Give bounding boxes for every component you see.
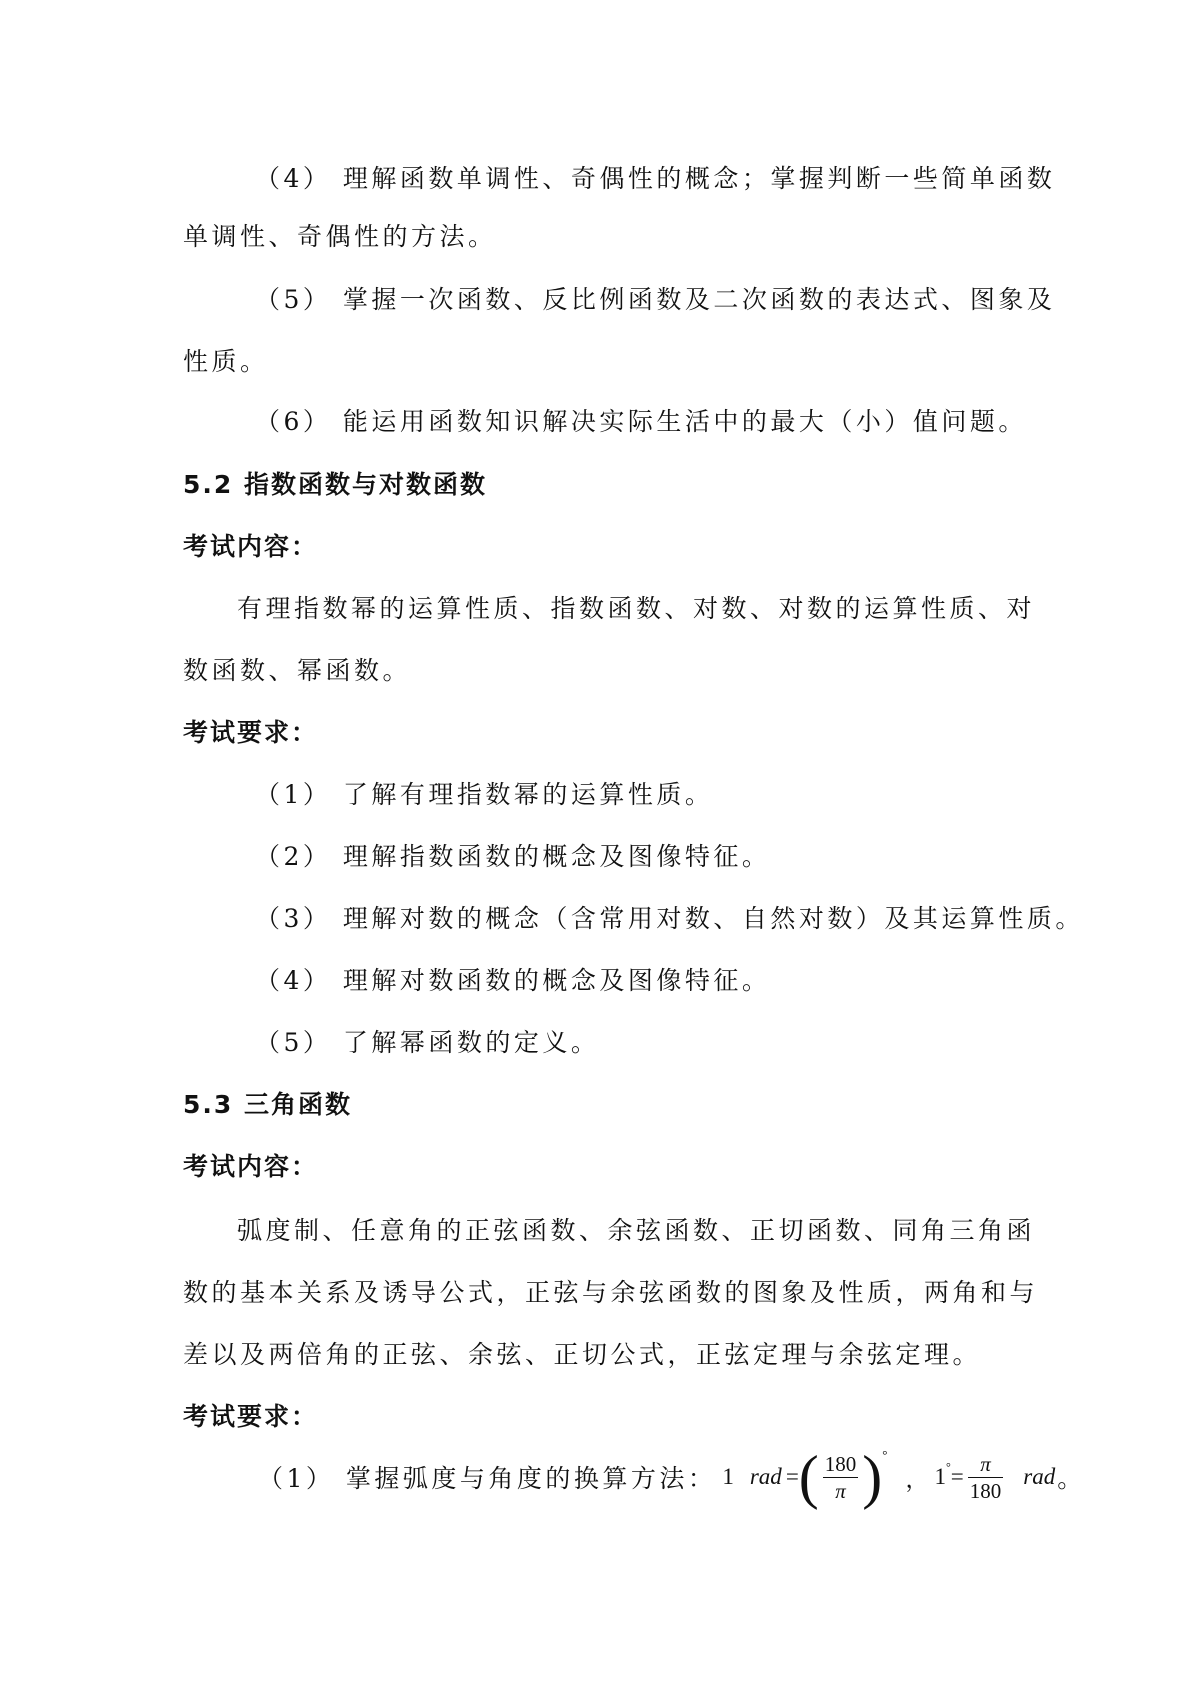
requirement-item-5-continued: 性质。 xyxy=(183,347,269,376)
exam-content-label: 考试内容： xyxy=(183,532,319,561)
exam-content-paragraph-continued: 数函数、幂函数。 xyxy=(183,656,412,685)
formula-degree-sign: ° xyxy=(882,1447,888,1462)
section-heading-5-2: 5.2 指数函数与对数函数 xyxy=(183,470,487,499)
requirement-item-2: （2） 理解指数函数的概念及图像特征。 xyxy=(255,842,771,871)
trig-content-paragraph-line3: 差以及两倍角的正弦、余弦、正切公式，正弦定理与余弦定理。 xyxy=(183,1340,982,1369)
radian-conversion-formula xyxy=(258,1432,1086,1522)
requirement-item-1: （1） 了解有理指数幂的运算性质。 xyxy=(255,780,714,809)
formula-one: 1 xyxy=(722,1464,734,1489)
formula-lead-text: （1） 掌握弧度与角度的换算方法： xyxy=(258,1464,717,1493)
exam-content-paragraph: 有理指数幂的运算性质、指数函数、对数、对数的运算性质、对 xyxy=(237,594,1036,623)
requirement-item-5-power: （5） 了解幂函数的定义。 xyxy=(255,1028,600,1057)
formula-fraction-180-over-pi xyxy=(823,1451,859,1504)
formula-rad: rad xyxy=(749,1464,782,1489)
requirement-item-6: （6） 能运用函数知识解决实际生活中的最大（小）值问题。 xyxy=(255,407,1027,436)
section-heading-5-3: 5.3 三角函数 xyxy=(183,1090,352,1119)
exam-requirements-label-2: 考试要求： xyxy=(183,1402,319,1431)
exam-requirements-label: 考试要求： xyxy=(183,718,319,747)
requirement-item-5: （5） 掌握一次函数、反比例函数及二次函数的表达式、图象及 xyxy=(255,285,1056,314)
requirement-item-4: （4） 理解函数单调性、奇偶性的概念；掌握判断一些简单函数 xyxy=(255,164,1056,193)
fraction-numerator: 180 xyxy=(824,1451,857,1476)
fraction2-numerator: π xyxy=(980,1451,991,1476)
exam-content-label-2: 考试内容： xyxy=(183,1152,319,1181)
formula-comma: ， xyxy=(905,1466,929,1492)
trig-content-paragraph-line2: 数的基本关系及诱导公式，正弦与余弦函数的图象及性质，两角和与 xyxy=(183,1278,1039,1307)
formula-equals-2: = xyxy=(950,1464,964,1489)
formula-degree-sign-2: ° xyxy=(945,1459,951,1474)
requirement-item-4-continued: 单调性、奇偶性的方法。 xyxy=(183,222,497,251)
formula-right-paren: ) xyxy=(862,1444,883,1510)
formula-one-degree: 1 xyxy=(934,1464,946,1489)
fraction2-denominator: 180 xyxy=(969,1478,1002,1503)
fraction-denominator: π xyxy=(835,1478,846,1503)
formula-equals: = xyxy=(785,1464,799,1489)
formula-left-paren: ( xyxy=(798,1444,819,1510)
requirement-item-3: （3） 理解对数的概念（含常用对数、自然对数）及其运算性质。 xyxy=(255,904,1084,933)
requirement-item-4-log: （4） 理解对数函数的概念及图像特征。 xyxy=(255,966,771,995)
formula-fraction-pi-over-180 xyxy=(968,1451,1004,1504)
formula-period: 。 xyxy=(1057,1464,1086,1493)
formula-rad-2: rad xyxy=(1023,1464,1056,1489)
trig-content-paragraph: 弧度制、任意角的正弦函数、余弦函数、正切函数、同角三角函 xyxy=(237,1216,1036,1245)
